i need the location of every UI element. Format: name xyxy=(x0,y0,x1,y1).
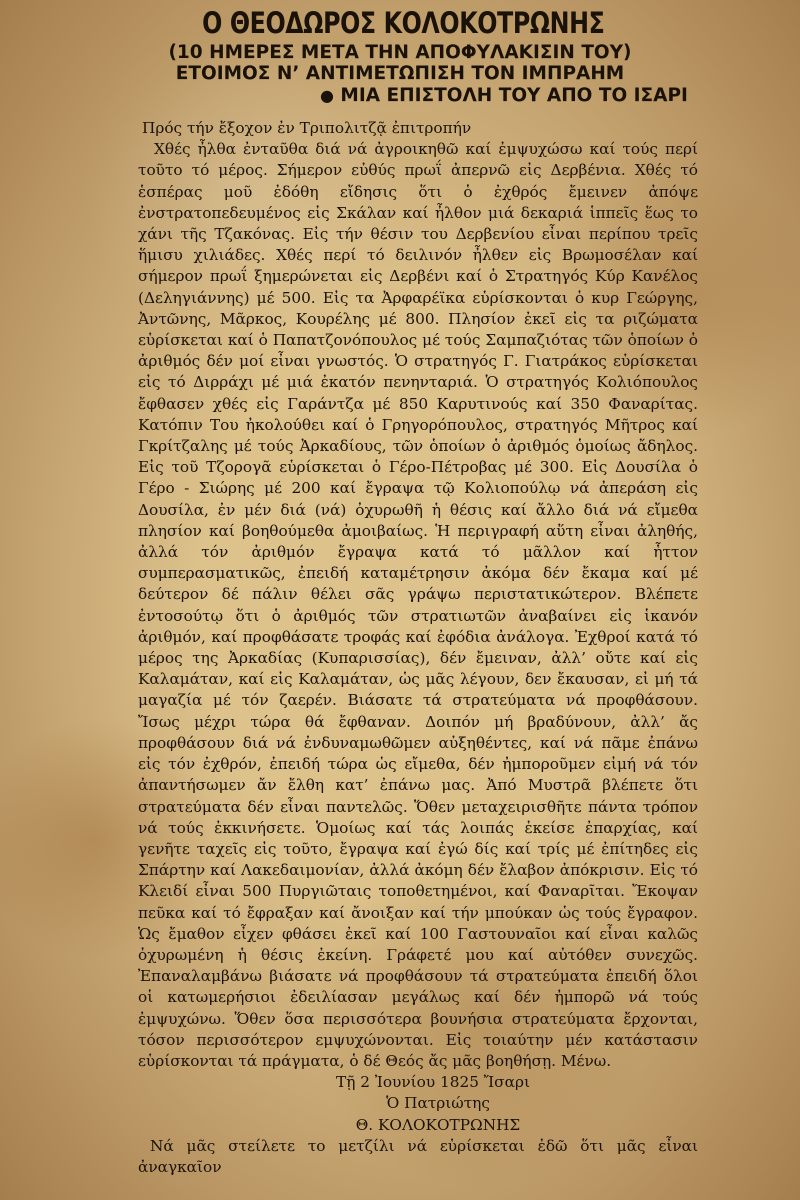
article-header xyxy=(0,8,800,106)
letter xyxy=(138,118,698,1178)
letter-signoff: Ὁ Πατριώτης xyxy=(386,1094,490,1113)
letter-addressee: Πρός τήν ἔξοχον ἐν Τριπολιτζᾷ ἐπιτροπήν xyxy=(142,119,472,137)
article-title: Ο ΘΕΟΔΩΡΟΣ ΚΟΛΟΚΟΤΡΩΝΗΣ xyxy=(201,6,605,40)
subtitle-letter-text: ΜΙΑ ΕΠΙΣΤΟΛΗ ΤΟΥ ΑΠΟ ΤΟ ΙΣΑΡΙ xyxy=(340,84,688,106)
subtitle-release: (10 ΗΜΕΡΕΣ ΜΕΤΑ ΤΗΝ ΑΠΟΦΥΛΑΚΙΣΙΝ ΤΟΥ) xyxy=(168,41,632,63)
letter-signature: Θ. ΚΟΛΟΚΟΤΡΩΝΗΣ xyxy=(355,1115,521,1134)
bullet-icon: ● xyxy=(320,85,334,105)
letter-date: Τῇ 2 Ἰουνίου 1825 Ἴσαρι xyxy=(336,1073,530,1092)
subtitle-letter xyxy=(0,86,800,106)
subtitle-ibrahim: ΕΤΟΙΜΟΣ Ν’ ΑΝΤΙΜΕΤΩΠΙΣΗ ΤΟΝ ΙΜΠΡΑΗΜ xyxy=(175,63,625,85)
letter-postscript: Νά μᾶς στείλετε το μετζίλι νά εὑρίσκεται ἐδῶ ὅτι μᾶς εἶναι ἀναγκαῖον xyxy=(138,1136,698,1176)
letter-body: Χθές ἦλθα ἐνταῦθα διά νά ἀγροικηθῶ καί ἐμψυχώσω καί τούς περί τοῦτο τό μέρος. Σήμερον εὐθύς πρωΐ ἀπερνῶ εἰς Δερβένια. Χθές τό ἑσπέρας μοῦ ἐδόθη εἴδησις ὅτι ὁ ἐχθρός ἔμεινεν ἀπόψε ἐνστρατοπεδευμένος εἰς Σκάλαν καί ἦλθον μιά δεκαριά ἱππεῖς ἕως το χάνι τῆς Τζακόνας. Εἰς τήν θέσιν του Δερβενίου εἶναι περίπου τρεῖς ἥμισυ χιλιάδες. Χθές περί τό δειλινόν ἦλθεν εἰς Βρωμοσέλαν καί σήμερον πρωΐ ξημερώνεται εἰς Δερβένι καί ὁ Στρατηγός Κύρ Κανέλος (Δεληγιάννης) μέ 500. Εἰς τα Ἀρφαρέϊκα εὑρίσκονται ὁ κυρ Γεώργης, Ἀντῶνης, Μᾶρκος, Κουρέλης μέ 800. Πλησίον ἐκεῖ εἰς τα ριζώματα εὑρίσκεται καί ὁ Παπατζονόπουλος μέ τούς Σαμπαζιότας τῶν ὁποίων ὁ ἀριθμός δέν μοί εἶναι γνωστός. Ὁ στρατηγός Γ. Γιατράκος εὑρίσκεται εἰς τό Διρράχι μέ μιά ἐκατόν πενηνταριά. Ὁ στρατηγός Κολιόπουλος ἔφθασεν χθές εἰς Γαράντζα μέ 850 Καρυτινούς καί 350 Φαναρίτας. Κατόπιν Του ἠκολούθει καί ὁ Γρηγορόπουλος, στρατηγός Μῆτρος καί Γκρίτζαλης μέ τούς Ἀρκαδίους, τῶν ὁποίων ὁ ἀριθμός ὁμοίως ἄδηλος. Εἰς τοῦ Τζορογᾶ εὑρίσκεται ὁ Γέρο-Πέτροβας μέ 300. Εἰς Δουσίλα ὁ Γέρο - Σιώρης μέ 200 καί ἔγραψα τῷ Κολιοπούλῳ νά ἀπεράση εἰς Δουσίλα, ἐν μέν διά (νά) ὀχυρωθῆ ἡ θέσις καί ἄλλο διά νά εἴμεθα πλησίον καί βοηθούμεθα ἀμοιβαίως. Ἡ περιγραφή αὕτη εἶναι ἀληθής, ἀλλά τόν ἀριθμόν ἔγραψα κατά τό μᾶλλον καί ἧττον συμπερασματικῶς, ἐπειδή καταμέτρησιν ἀκόμα δέν ἔκαμα καί μέ δεύτερον δέ πάλιν θέλει σᾶς γράψω περιστατικώτερον. Βλέπετε ἐντοσούτῳ ὅτι ὁ ἀριθμός τῶν στρατιωτῶν ἀναβαίνει εἰς ἱκανόν ἀριθμόν, καί προφθάσατε τροφάς καί ἐφόδια ἀνάλογα. Ἐχθροί κατά τό μέρος της Ἀρκαδίας (Κυπαρισσίας), δέν ἔμειναν, ἀλλ’ οὔτε καί εἰς Καλαμάταν, καί εἰς Καλαμάταν, ὡς μᾶς λέγουν, δεν ἔκαυσαν, εἰ μή τά μαγαζία μέ τόν ζαερέν. Βιάσατε τά στρατεύματα νά προφθάσουν. Ἴσως μέχρι τώρα θά ἔφθαναν. Δοιπόν μή βραδύνουν, ἀλλ’ ἄς προφθάσουν διά νά ἐνδυναμωθῶμεν αὐξηθέντες, καί νά πᾶμε ἐπάνω εἰς τόν ἐχθρόν, ἐπειδή τώρα ὡς εἴμεθα, δέν ἠμποροῦμεν εἰμή νά τόν ἀπαντήσωμεν ἄν ἔλθη κατ’ ἐπάνω μας. Ἀπό Μυστρᾶ βλέπετε ὅτι στρατεύματα δέν εἶναι παντελῶς. Ὅθεν μεταχειρισθῆτε πάντα τρόπον νά τούς ἐκκινήσετε. Ὁμοίως καί τάς λοιπάς ἐκείσε ἐπαρχίας, καί γενῆτε ταχεῖς εἰς τοῦτο, ἔγραψα καί ἐγώ δίς καί τρίς μέ ἐπίτηδες εἰς Σπάρτην καί Λακεδαιμονίαν, ἀλλά ἀκόμη δέν ἔλαβον ἀπόκρισιν. Εἰς τό Κλειδί εἶναι 500 Πυργιῶταις τοποθετημένοι, καί Φαναρῖται. Ἔκοψαν πεῦκα καί τό ἔφραξαν καί ἄνοιξαν καί τήν μπούκαν ὡς τούς ἔγραφον. Ὡς ἔμαθον εἶχεν φθάσει ἐκεῖ καί 100 Γαστουναῖοι καί εἶναι καλῶς ὀχυρωμένη ἡ θέσις ἐκείνη. Γράφετέ μου καί αὐτόθεν συνεχῶς. Ἐπαναλαμβάνω βιάσατε νά προφθάσουν τά στρατεύματα ἐπειδή ὅλοι οἱ κατωμερήσιοι ἐδειλίασαν μεγάλως καί δέν ἠμπορῶ νά τούς ἐμψυχώνω. Ὅθεν ὅσα περισσότερα βουνήσια στρατεύματα ἔρχονται, τόσον περισσότερον εμψυχώνονται. Εἰς τοιαύτην μέν κατάστασιν εὑρίσκονται τά πράγματα, ὁ δέ Θεός ἄς μᾶς βοηθήσῃ. Μένω. xyxy=(138,140,698,1070)
